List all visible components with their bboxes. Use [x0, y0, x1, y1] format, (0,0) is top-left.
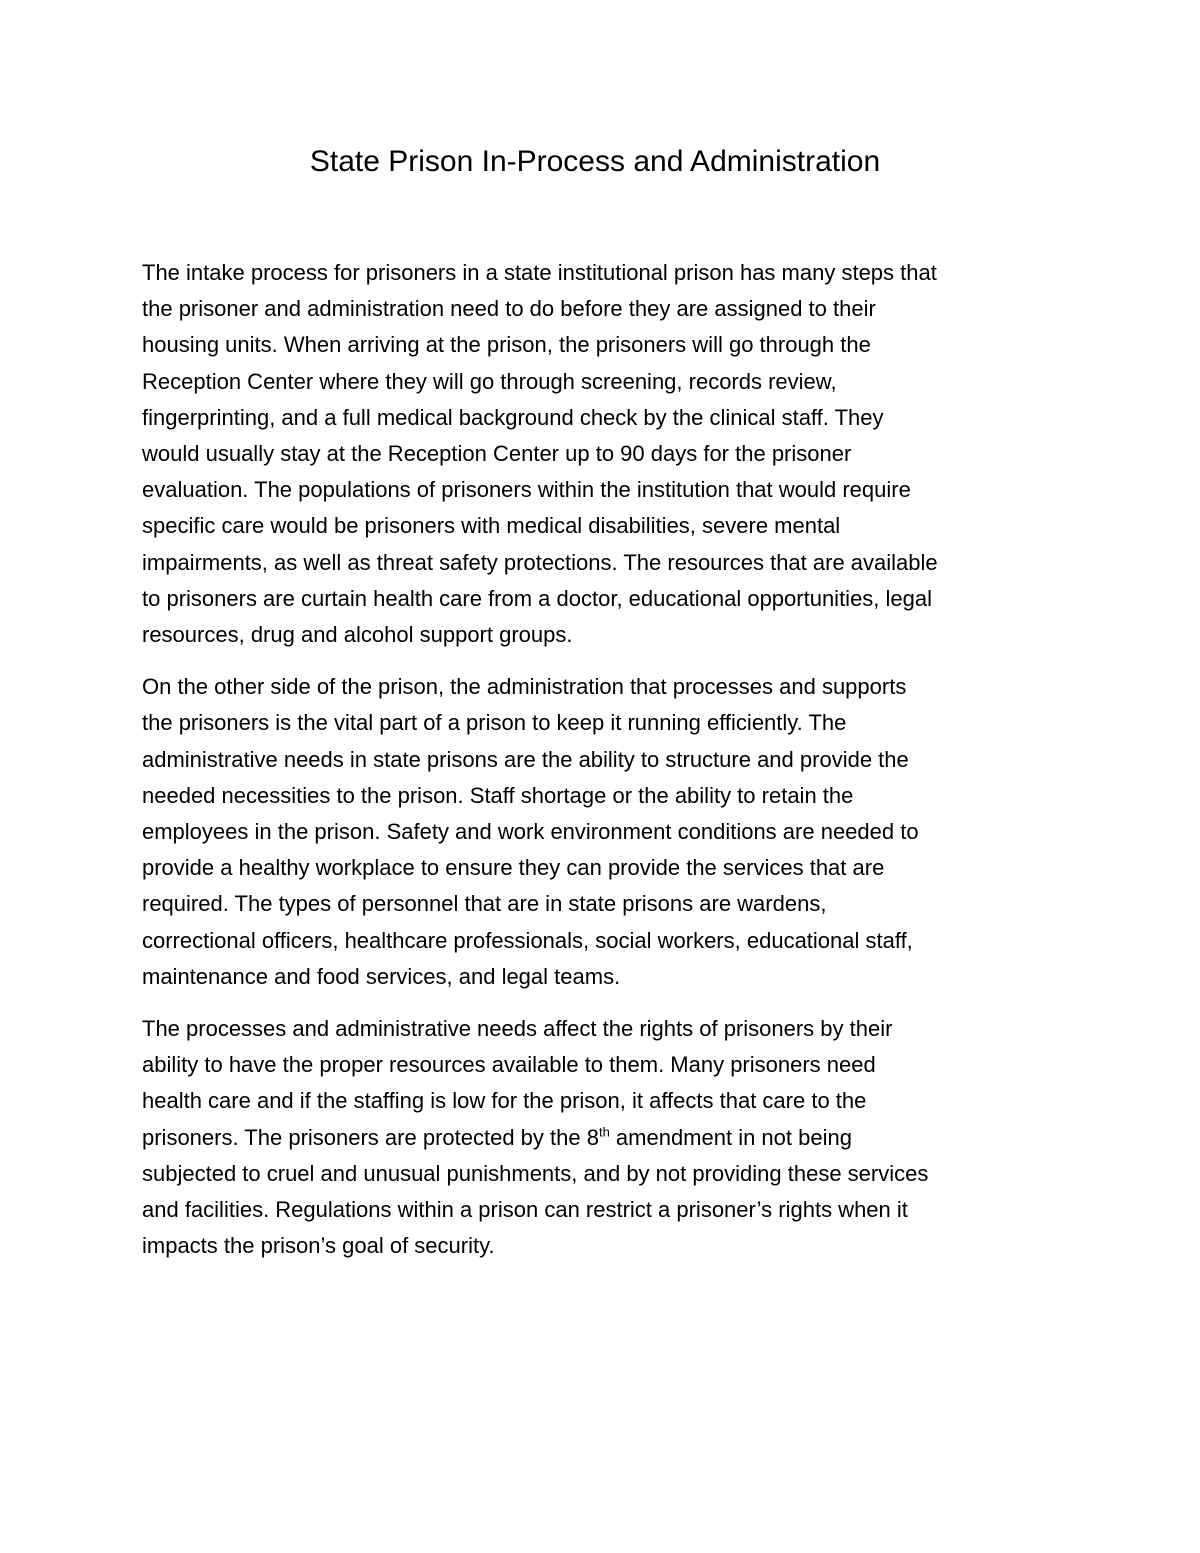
paragraph-intake — [142, 255, 1062, 653]
text-line: provide a healthy workplace to ensure they can provide the services that are — [142, 855, 885, 881]
text-line: housing units. When arriving at the prison, the prisoners will go through the — [142, 332, 871, 358]
text-line: resources, drug and alcohol support groups. — [142, 622, 573, 648]
text-line: maintenance and food services, and legal teams. — [142, 963, 621, 989]
text-line: health care and if the staffing is low for the prison, it affects that care to the — [142, 1088, 867, 1114]
text-line: On the other side of the prison, the administration that processes and supports — [142, 674, 907, 700]
amendment-text-after: amendment in not being — [609, 1124, 852, 1150]
paragraph-administration — [142, 669, 1062, 995]
document-title: State Prison In-Process and Administration — [309, 145, 881, 178]
text-line: administrative needs in state prisons are the ability to structure and provide the — [142, 746, 909, 772]
text-line: Reception Center where they will go through screening, records review, — [142, 368, 837, 394]
text-line: The processes and administrative needs affect the rights of prisoners by their — [142, 1016, 893, 1042]
text-line: needed necessities to the prison. Staff shortage or the ability to retain the — [142, 782, 854, 808]
text-line: would usually stay at the Reception Center up to 90 days for the prisoner — [142, 441, 852, 467]
text-line-amendment — [142, 1120, 1062, 1156]
text-line: and facilities. Regulations within a prison can restrict a prisoner’s rights when it — [142, 1197, 908, 1223]
amendment-text-before: prisoners. The prisoners are protected by the 8 — [142, 1124, 599, 1150]
text-line: the prisoners is the vital part of a prison to keep it running efficiently. The — [142, 710, 847, 736]
text-line: evaluation. The populations of prisoners within the institution that would require — [142, 477, 911, 503]
text-line: ability to have the proper resources available to them. Many prisoners need — [142, 1052, 876, 1078]
text-line: fingerprinting, and a full medical background check by the clinical staff. They — [142, 404, 884, 430]
text-line: employees in the prison. Safety and work environment conditions are needed to — [142, 819, 919, 845]
text-line: correctional officers, healthcare professionals, social workers, educational staff, — [142, 927, 913, 953]
text-line: impairments, as well as threat safety protections. The resources that are available — [142, 549, 938, 575]
ordinal-superscript: th — [598, 1124, 610, 1140]
text-line: impacts the prison’s goal of security. — [142, 1233, 495, 1259]
text-line: the prisoner and administration need to do before they are assigned to their — [142, 296, 876, 322]
document-body — [142, 255, 1062, 1280]
text-line: subjected to cruel and unusual punishments, and by not providing these services — [142, 1160, 929, 1186]
text-line: specific care would be prisoners with medical disabilities, severe mental — [142, 513, 841, 539]
paragraph-rights — [142, 1011, 1062, 1264]
text-line: The intake process for prisoners in a state institutional prison has many steps that — [142, 260, 937, 285]
text-line: to prisoners are curtain health care from a doctor, educational opportunities, legal — [142, 585, 933, 611]
text-line: required. The types of personnel that are in state prisons are wardens, — [142, 891, 827, 917]
